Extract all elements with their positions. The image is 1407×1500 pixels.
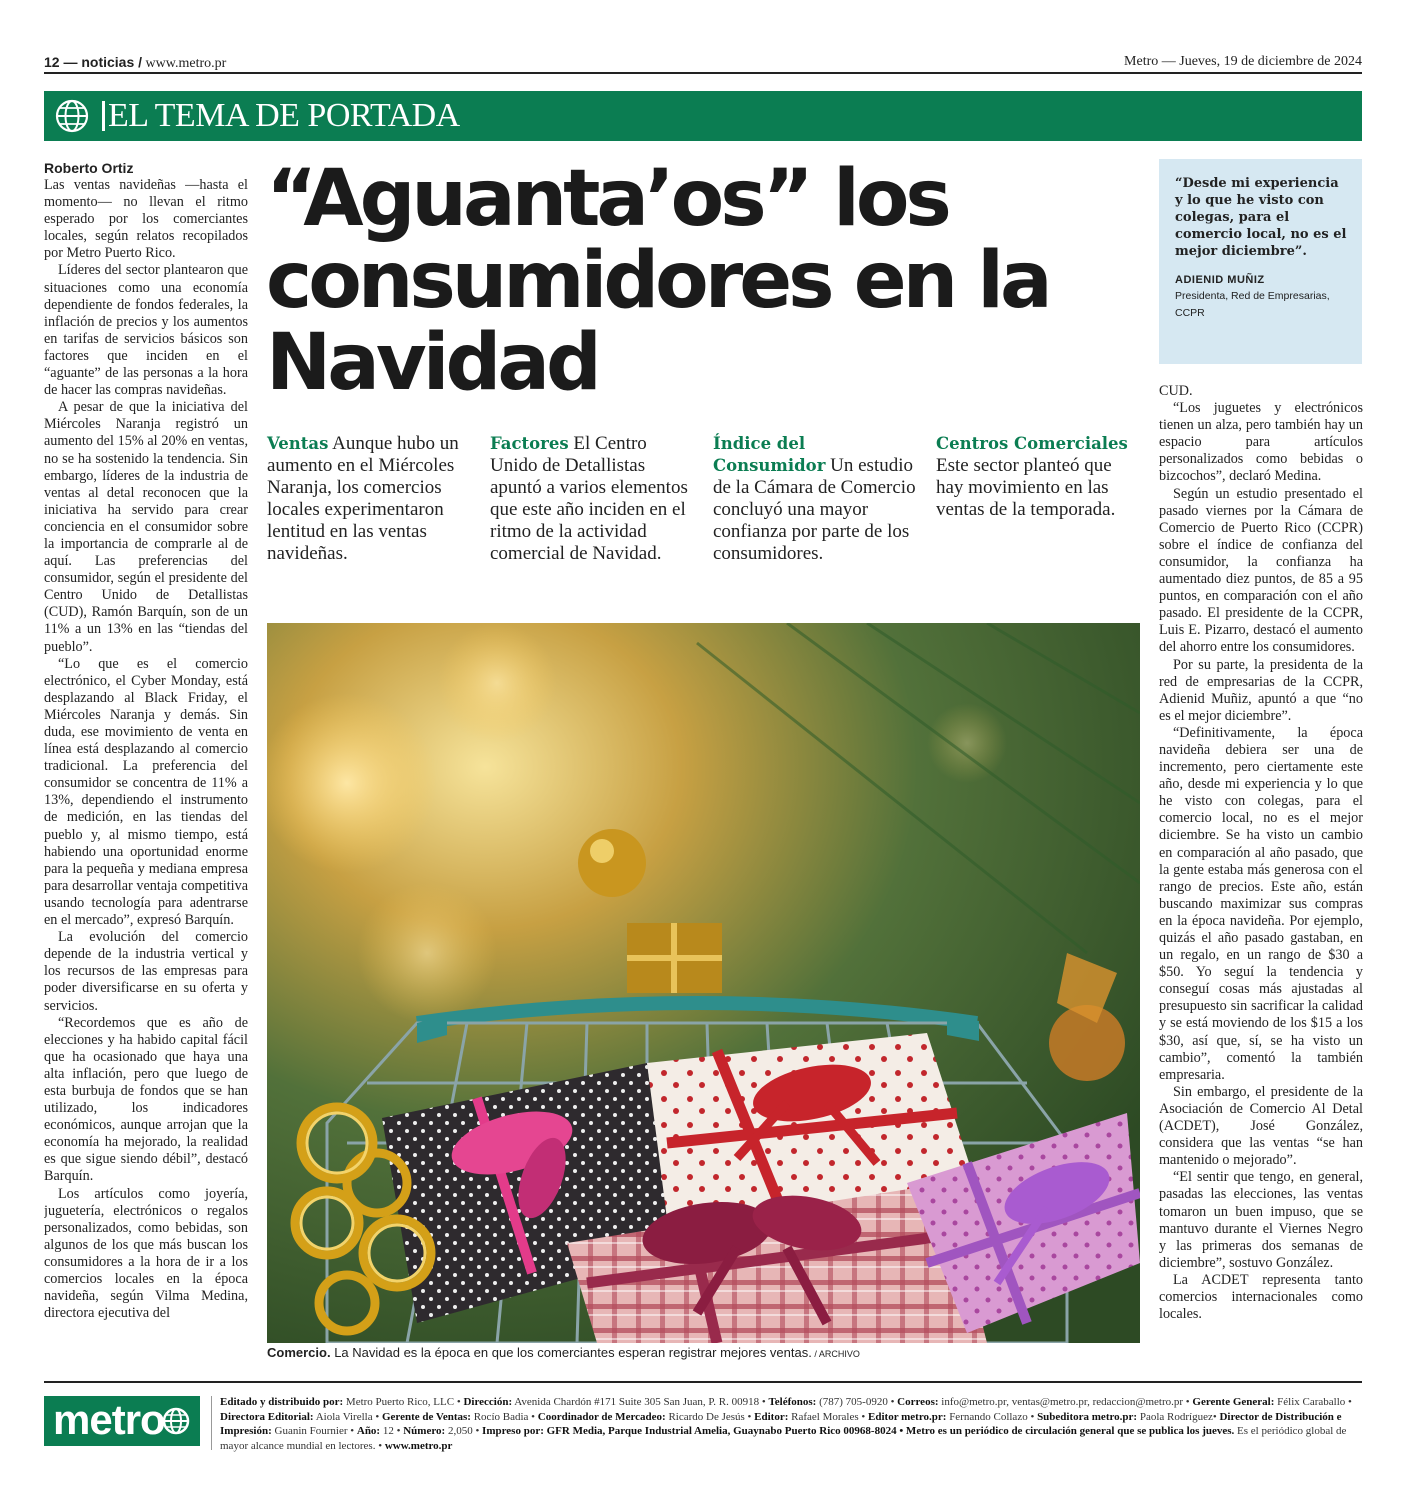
paragraph: La evolución del comercio depende de la industria vertical y los recursos de las empresas para poder diversificarse en su oferta y servicios. — [44, 929, 248, 1014]
issue-date: Metro — Jueves, 19 de diciembre de 2024 — [1124, 54, 1362, 69]
logo-wordmark: metro — [53, 1396, 165, 1443]
metro-logo — [44, 1396, 200, 1446]
paragraph: Los artículos como joyería, juguetería, electrónicos o regalos personalizados, como bebidas, son algunos de los que más buscan los consumidores a la hora de ir a los comercios locales en la época navideña, según Vilma Medina, directora ejecutiva del — [44, 1185, 248, 1322]
summary-key: Factores — [490, 434, 569, 453]
headline: “Aguanta’os” los consumidores en la Navidad — [266, 154, 1049, 408]
paragraph: Según un estudio presentado el pasado viernes por la Cámara de Comercio de Puerto Rico (CCPR) sobre el índice de confianza del consumidor, la confianza ha aumentado diez puntos, de 85 a 95 puntos, en comparación con el año pasado. El presidente de la CCPR, Luis E. Pizarro, destacó el aumento del ahorro entre los consumidores. — [1159, 485, 1363, 656]
photo-caption — [267, 1345, 860, 1360]
footer-rule — [44, 1381, 1362, 1383]
summary-text: El Centro Unido de Detallistas apuntó a varios elementos que este año inciden en el ritmo de la actividad comercial de Navidad. — [490, 433, 688, 564]
paragraph: “El sentir que tengo, en general, pasadas las elecciones, las ventas tomaron un buen impuso, que se mantuvo durante el Viernes Negro y las primeras dos semanas de diciembre”, sostuvo González. — [1159, 1169, 1363, 1271]
photo-credit: / ARCHIVO — [811, 1349, 860, 1359]
paragraph: “Recordemos que es año de elecciones y ha habido capital fácil que ha ocasionado que haya una alta inflación, pero que luego de esta burbuja de fondos que se han utilizado, los indicadores económicos, aunque arrojan que la economía ha mejorado, la realidad es que sigue siendo débil”, destacó Barquín. — [44, 1014, 248, 1185]
page-header — [44, 52, 1362, 74]
summary-key: Centros Comerciales — [936, 434, 1128, 453]
summary-indice — [713, 433, 918, 565]
paragraph: “Definitivamente, la época navideña debiera ser una de incremento, pero ciertamente este año, desde mi experiencia y lo que he visto con colegas, para el comercio local, no es el mejor diciembre. Se ha visto un cambio en comparación al año pasado, que la gente estaba más generosa con el rango de precios. Este año, están buscando maximizar sus compras en la época navideña. Por ejemplo, quizás el año pasado gastaban, en un regalo, en un rango de $30 a $50. Yo seguí la tendencia y conseguí cosas más ajustadas al presupuesto sin sacrificar la calidad y se está moviendo de los $15 a los $30, así que, sí, se ha visto un cambio”, comentó la también empresaria. — [1159, 724, 1363, 1083]
footer-divider — [211, 1396, 212, 1450]
quote-attribution-role: Presidenta, Red de Empresarias, CCPR — [1175, 290, 1330, 319]
paragraph: “Lo que es el comercio electrónico, el Cyber Monday, está desplazando al Black Friday, el Miércoles Naranja y demás. Sin duda, ese movimiento de venta en línea está desplazando al comercio tradicional. La preferencia del consumidor se concentra de 11% a 13%, dependiendo el instrumento de medición, en las tiendas del pueblo y, al mismo tiempo, está habiendo una oportunidad enorme para la pequeña y mediana empresa para desarrollar ventaja competitiva usando tecnología para adentrarse en el mercado”, expresó Barquín. — [44, 655, 248, 929]
logo-globe-icon — [162, 1407, 190, 1435]
summary-ventas — [267, 433, 472, 565]
paragraph: Líderes del sector plantearon que situaciones como una economía dependiente de fondos federales, la inflación de precios y los aumentos en tarifas de servicios básicos son factores que inciden en el “aguante” de las personas a la hora de hacer las compras navideñas. — [44, 262, 248, 399]
summary-text: Este sector planteó que hay movimiento en las ventas de la temporada. — [936, 455, 1116, 520]
paragraph: Sin embargo, el presidente de la Asociación de Comercio Al Detal (ACDET), José González, considera que las ventas “se han mantenido o mejorado”. — [1159, 1083, 1363, 1169]
quote-attribution-name: ADIENID MUÑIZ — [1175, 274, 1265, 286]
paragraph: “Los juguetes y electrónicos tienen un alza, pero también hay un espacio para artículos personalizados como bebidas o bizcochos”, declaró Medina. — [1159, 400, 1363, 485]
paragraph: A pesar de que la iniciativa del Miércoles Naranja registró un aumento del 15% al 20% en ventas, no se ha sostenido la tendencia. Sin embargo, líderes de la industria de ventas al detal reconocen que la iniciativa ha servido para crear conciencia en el consumidor sobre la importancia de comprarle al de aquí. Las preferencias del consumidor, según el presidente del Centro Unido de Detallistas (CUD), Ramón Barquín, son de un 11% a un 13% en las “tiendas del pueblo”. — [44, 399, 248, 655]
masthead-credits: Editado y distribuido por: Metro Puerto Rico, LLC • Dirección: Avenida Chardón #171 Suite 305 San Juan, P. R. 00918 • Teléfonos: (787) 705-0920 • Correos: info@metro.pr, ventas@metro.pr, redaccion@metro.pr • Gerente General: Félix Caraballo • Directora Editorial: Aiola Virella • Gerente de Ventas: Rocío Badia • Coordinador de Mercadeo: Ricardo De Jesús • Editor: Rafael Morales • Editor metro.pr: Fernando Collazo • Subeditora metro.pr: Paola Rodríguez• Director de Distribución e Impresión: Guanin Fournier • Año: 12 • Número: 2,050 • Impreso por: GFR Media, Parque Industrial Amelia, Guaynabo Puerto Rico 00968-8024 • Metro es un periódico de circulación general que se publica los jueves. Es el periódico global de mayor alcance mundial en lectores. • www.metro.pr — [220, 1396, 1352, 1452]
summary-factores — [490, 433, 695, 565]
website-link[interactable]: www.metro.pr — [384, 1439, 453, 1452]
paragraph: CUD. — [1159, 383, 1193, 399]
paragraph: La ACDET representa tanto comercios internacionales como locales. — [1159, 1271, 1363, 1323]
section-band — [44, 91, 1362, 141]
quote-text: “Desde mi experiencia y lo que he visto con colegas, para el comercio local, no es el mejor diciembre”. — [1175, 176, 1347, 259]
caption-text: La Navidad es la época en que los comerciantes esperan registrar mejores ventas. — [330, 1345, 812, 1360]
summary-key: Índice del Consumidor — [713, 434, 826, 475]
summary-centros — [936, 433, 1141, 521]
band-divider — [102, 101, 105, 131]
page-folio: 12 — noticias / www.metro.pr — [44, 54, 227, 71]
summary-text: Aunque hubo un aumento en el Miércoles Naranja, los comercios locales experimentaron lentitud en las ventas navideñas. — [267, 433, 459, 564]
gift-cart-illustration — [267, 623, 1140, 1343]
summary-key: Ventas — [267, 434, 329, 453]
byline: Roberto Ortiz — [44, 160, 134, 176]
summary-text: Un estudio de la Cámara de Comercio concluyó una mayor confianza por parte de los consumidores. — [713, 455, 916, 564]
body-column-right — [1159, 383, 1363, 1363]
section-title: EL TEMA DE PORTADA — [108, 97, 460, 134]
caption-label: Comercio. — [267, 1345, 331, 1360]
globe-icon — [54, 98, 90, 134]
pull-quote — [1159, 159, 1362, 364]
body-column-left — [44, 177, 248, 1363]
paragraph: Las ventas navideñas —hasta el momento— no llevan el ritmo esperado por los comerciantes locales, según relatos recopilados por Metro Puerto Rico. — [44, 177, 248, 262]
paragraph: Por su parte, la presidenta de la red de empresarias de la CCPR, Adienid Muñiz, apuntó a que “no es el mejor diciembre”. — [1159, 656, 1363, 724]
article-photo — [267, 623, 1140, 1343]
